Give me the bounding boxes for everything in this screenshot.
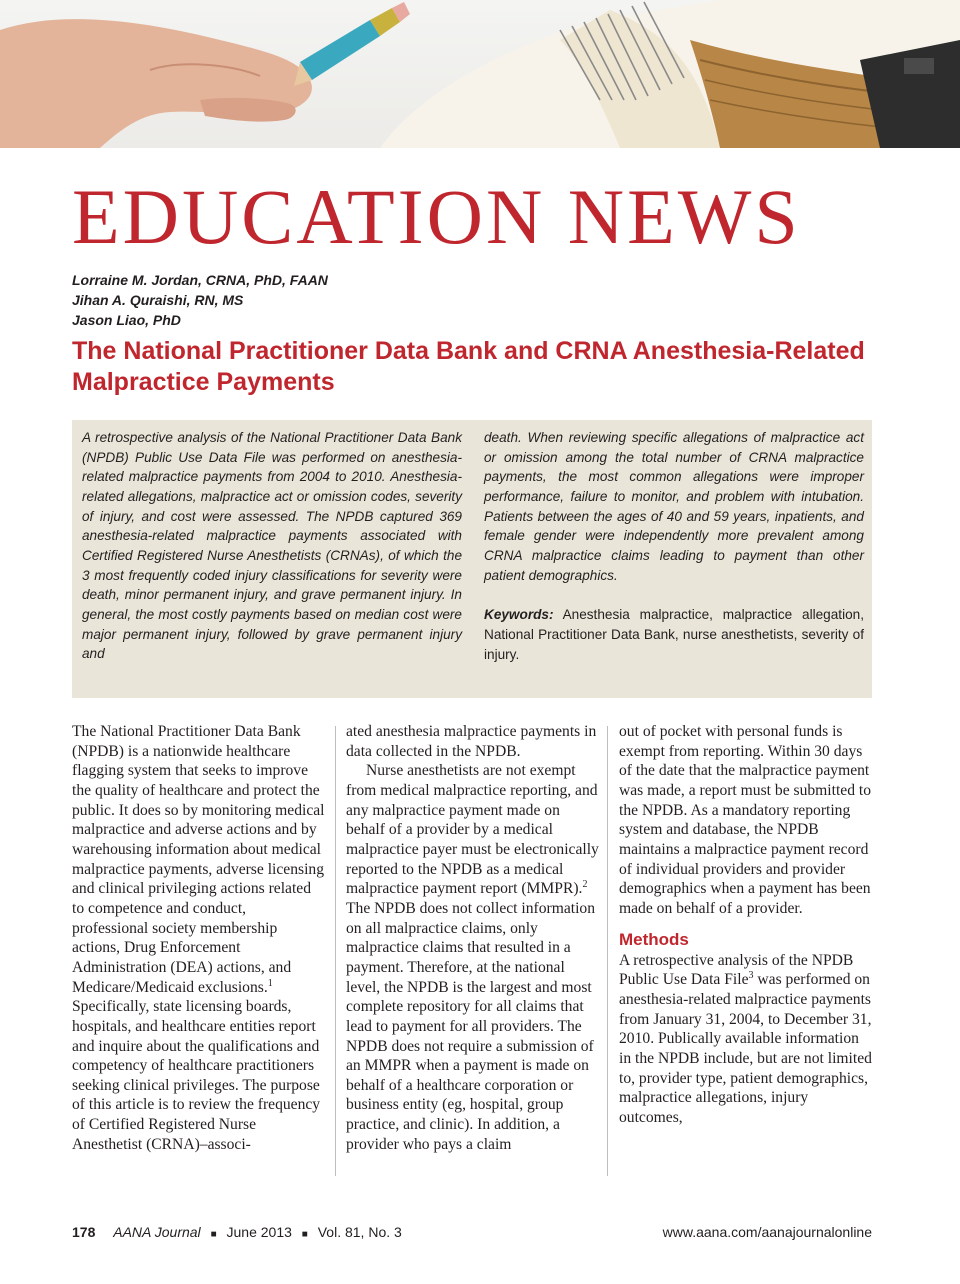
separator-icon: ■ bbox=[210, 1229, 217, 1240]
body-paragraph: ated anesthesia malpractice payments in data collected in the NPDB. bbox=[346, 723, 597, 760]
body-paragraph bbox=[72, 722, 326, 1154]
body-text: The NPDB does not collect information on all malpractice claims, only malpractice claims that resulted in a payment. Therefore, at the national level, the NPDB is the largest and most complete repository for all claims that lead to payment for all providers. The NPDB does not require a submission of an MMPR when a payment is made on behalf of a healthcare corporation or business entity (eg, hospital, group practice, and clinic). In addition, a provider who pays a claim bbox=[346, 899, 596, 1153]
abstract-text-left: A retrospective analysis of the National Practitioner Data Bank (NPDB) Public Use Data File was performed on anesthesia-related malpractice payments from 2004 to 2010. Anesthesia-related allegations, malpractice act or omission codes, severity of injury, and cost were assessed. The NPDB captured 369 anesthesia-related malpractice payments associated with Certified Registered Nurse Anesthetists (CRNAs), of which the 3 most frequently coded injury classifications for severity were death, minor permanent injury, and grave permanent injury. In general, the most costly payments based on median cost were major permanent injury, followed by grave permanent injury and bbox=[82, 430, 462, 662]
journal-name: AANA Journal bbox=[113, 1224, 201, 1240]
body-column-1 bbox=[72, 722, 326, 1154]
column-divider bbox=[335, 726, 336, 1176]
author-3: Jason Liao, PhD bbox=[72, 312, 181, 328]
author-list bbox=[72, 270, 572, 330]
methods-heading: Methods bbox=[619, 929, 689, 949]
keywords-text: Anesthesia malpractice, malpractice allegation, National Practitioner Data Bank, nurse anesthetists, severity of injury. bbox=[484, 607, 864, 662]
page-number: 178 bbox=[72, 1224, 96, 1240]
body-text: Specifically, state licensing boards, hospitals, and healthcare entities report and inquire about the qualifications and competency of healthcare practitioners seeking clinical privileges. The purpose of this article is to review the frequency of Certified Registered Nurse Anesthetist (CRNA)–associ- bbox=[72, 998, 321, 1153]
journal-url[interactable]: www.aana.com/aanajournalonline bbox=[662, 1224, 872, 1240]
abstract-text-right: death. When reviewing specific allegations of malpractice act or omission among the total number of CRNA malpractice payments, the most common allegations were improper performance, failure to monitor, and problem with intubation. Patients between the ages of 40 and 59 years, inpatients, and female gender were independently more prevalent among CRNA malpractice claims leading to payment than other patient demographics. bbox=[484, 430, 864, 583]
body-paragraph bbox=[619, 951, 873, 1128]
pencil-icon bbox=[294, 2, 410, 86]
reference-3: 3 bbox=[748, 970, 754, 982]
body-column-2 bbox=[346, 722, 600, 1154]
header-illustration bbox=[0, 0, 960, 148]
separator-icon: ■ bbox=[301, 1229, 308, 1240]
body-column-3 bbox=[619, 722, 873, 1127]
abstract-column-left bbox=[82, 428, 462, 664]
author-1: Lorraine M. Jordan, CRNA, PhD, FAAN bbox=[72, 272, 328, 288]
volume-info: Vol. 81, No. 3 bbox=[317, 1224, 402, 1240]
reference-2: 2 bbox=[582, 879, 588, 891]
header-photo bbox=[0, 0, 960, 148]
section-masthead: EDUCATION NEWS bbox=[72, 173, 801, 260]
keywords bbox=[484, 605, 864, 664]
hand-shape bbox=[0, 19, 312, 148]
author-2: Jihan A. Quraishi, RN, MS bbox=[72, 292, 244, 308]
keywords-label: Keywords: bbox=[484, 607, 554, 623]
abstract-box bbox=[72, 420, 872, 698]
body-paragraph: out of pocket with personal funds is exempt from reporting. Within 30 days of the date that the malpractice payment was made, a report must be submitted to the NPDB. As a mandatory reporting system and database, the NPDB maintains a malpractice payment record of individual providers and provider demographics when a payment has been made on behalf of a provider. bbox=[619, 723, 872, 917]
reference-1: 1 bbox=[267, 977, 273, 989]
body-text: Nurse anesthetists are not exempt from medical malpractice reporting, and any malpractice payment made on behalf of a provider by a medical malpractice payer must be electronically reported to the NPDB as a medical malpractice payment report (MMPR). bbox=[346, 762, 599, 898]
body-text: A retrospective analysis of the NPDB Public Use Data File bbox=[619, 951, 854, 989]
column-divider bbox=[607, 726, 608, 1176]
article-title: The National Practitioner Data Bank and CRNA Anesthesia-Related Malpractice Payments bbox=[72, 337, 865, 396]
page-footer bbox=[72, 1221, 872, 1243]
body-text: The National Practitioner Data Bank (NPDB) is a nationwide healthcare flagging system that seeks to improve the quality of healthcare and protect the public. It does so by monitoring medical malpractice and adverse actions and by warehousing information about medical malpractice payments, adverse licensing and clinical privileging actions related to competence and conduct, professional society membership actions, Drug Enforcement Administration (DEA) actions, and Medicare/Medicaid exclusions. bbox=[72, 723, 325, 996]
abstract-column-right bbox=[484, 428, 864, 664]
issue-date: June 2013 bbox=[226, 1224, 292, 1240]
body-paragraph bbox=[346, 761, 600, 1154]
body-text: was performed on anesthesia-related malpractice payments from January 31, 2004, to December 31, 2010. Publically available information in the NPDB include, but are not limited to, provider type, patient demographics, malpractice allegations, injury outcomes, bbox=[619, 971, 872, 1126]
